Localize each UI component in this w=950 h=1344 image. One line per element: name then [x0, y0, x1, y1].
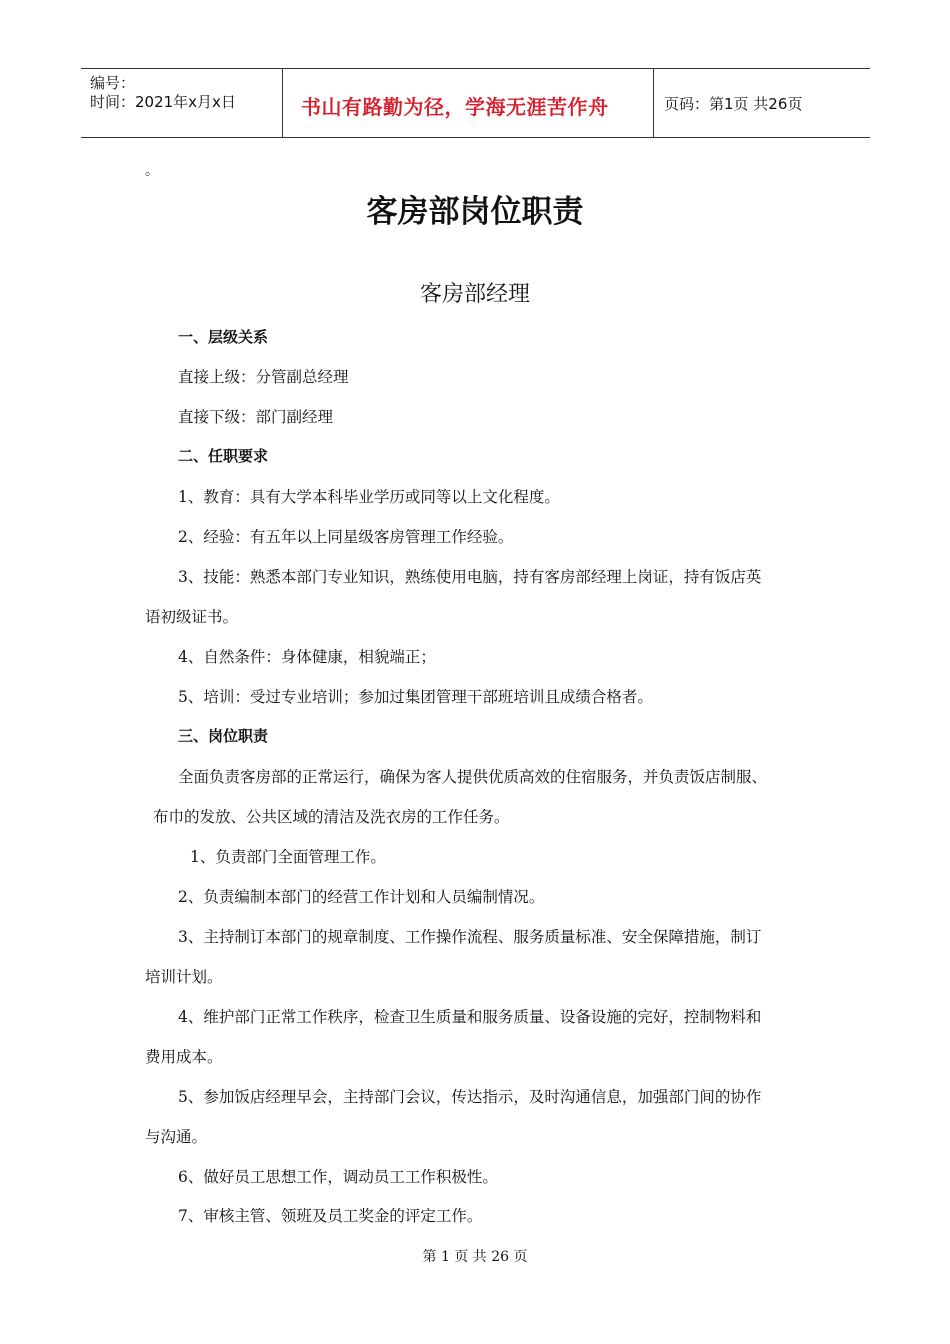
direct-subordinate: 直接下级：部门副经理 — [178, 408, 334, 426]
duty-4-cont: 费用成本。 — [145, 1048, 223, 1066]
duty-4: 4、维护部门正常工作秩序，检查卫生质量和服务质量、设备设施的完好，控制物料和 — [178, 1008, 762, 1026]
section-heading-duties: 三、岗位职责 — [178, 727, 269, 745]
date-label: 时间：2021年x月x日 — [90, 93, 236, 111]
page-footer: 第 1 页 共 26 页 — [422, 1249, 528, 1265]
duty-7: 7、审核主管、领班及员工奖金的评定工作。 — [178, 1207, 483, 1225]
direct-superior: 直接上级：分管副总经理 — [178, 368, 349, 386]
requirement-skills: 3、技能：熟悉本部门专业知识，熟练使用电脑，持有客房部经理上岗证，持有饭店英 — [178, 568, 762, 586]
header-left-cell — [81, 69, 281, 137]
document-subtitle: 客房部经理 — [419, 282, 530, 307]
duty-5-cont: 与沟通。 — [145, 1128, 208, 1146]
header-page-info: 页码：第1页 共26页 — [664, 95, 803, 113]
header-motto: 书山有路勤为径，学海无涯苦作舟 — [301, 95, 609, 119]
duties-intro-cont: 布巾的发放、公共区域的清洁及洗衣房的工作任务。 — [153, 808, 510, 826]
document-title: 客房部岗位职责 — [366, 194, 584, 230]
section-heading-requirements: 二、任职要求 — [178, 447, 269, 465]
page-header — [81, 68, 870, 138]
requirement-skills-cont: 语初级证书。 — [145, 608, 239, 626]
duty-5: 5、参加饭店经理早会，主持部门会议，传达指示，及时沟通信息，加强部门间的协作 — [178, 1088, 762, 1106]
duty-6: 6、做好员工思想工作，调动员工工作积极性。 — [178, 1168, 498, 1186]
duty-1: 1、负责部门全面管理工作。 — [190, 848, 386, 866]
requirement-physical: 4、自然条件：身体健康，相貌端正； — [178, 648, 436, 666]
section-heading-hierarchy: 一、层级关系 — [178, 328, 269, 346]
stray-mark: 。 — [145, 163, 159, 179]
duty-2: 2、负责编制本部门的经营工作计划和人员编制情况。 — [178, 888, 545, 906]
requirement-experience: 2、经验：有五年以上同星级客房管理工作经验。 — [178, 528, 514, 546]
duty-3-cont: 培训计划。 — [145, 968, 223, 986]
serial-label: 编号： — [90, 74, 136, 92]
requirement-training: 5、培训：受过专业培训；参加过集团管理干部班培训且成绩合格者。 — [178, 688, 653, 706]
header-motto-cell — [282, 69, 654, 137]
duties-intro: 全面负责客房部的正常运行，确保为客人提供优质高效的住宿服务，并负责饭店制服、 — [178, 768, 768, 786]
requirement-education: 1、教育：具有大学本科毕业学历或同等以上文化程度。 — [178, 488, 560, 506]
duty-3: 3、主持制订本部门的规章制度、工作操作流程、服务质量标准、安全保障措施，制订 — [178, 928, 762, 946]
